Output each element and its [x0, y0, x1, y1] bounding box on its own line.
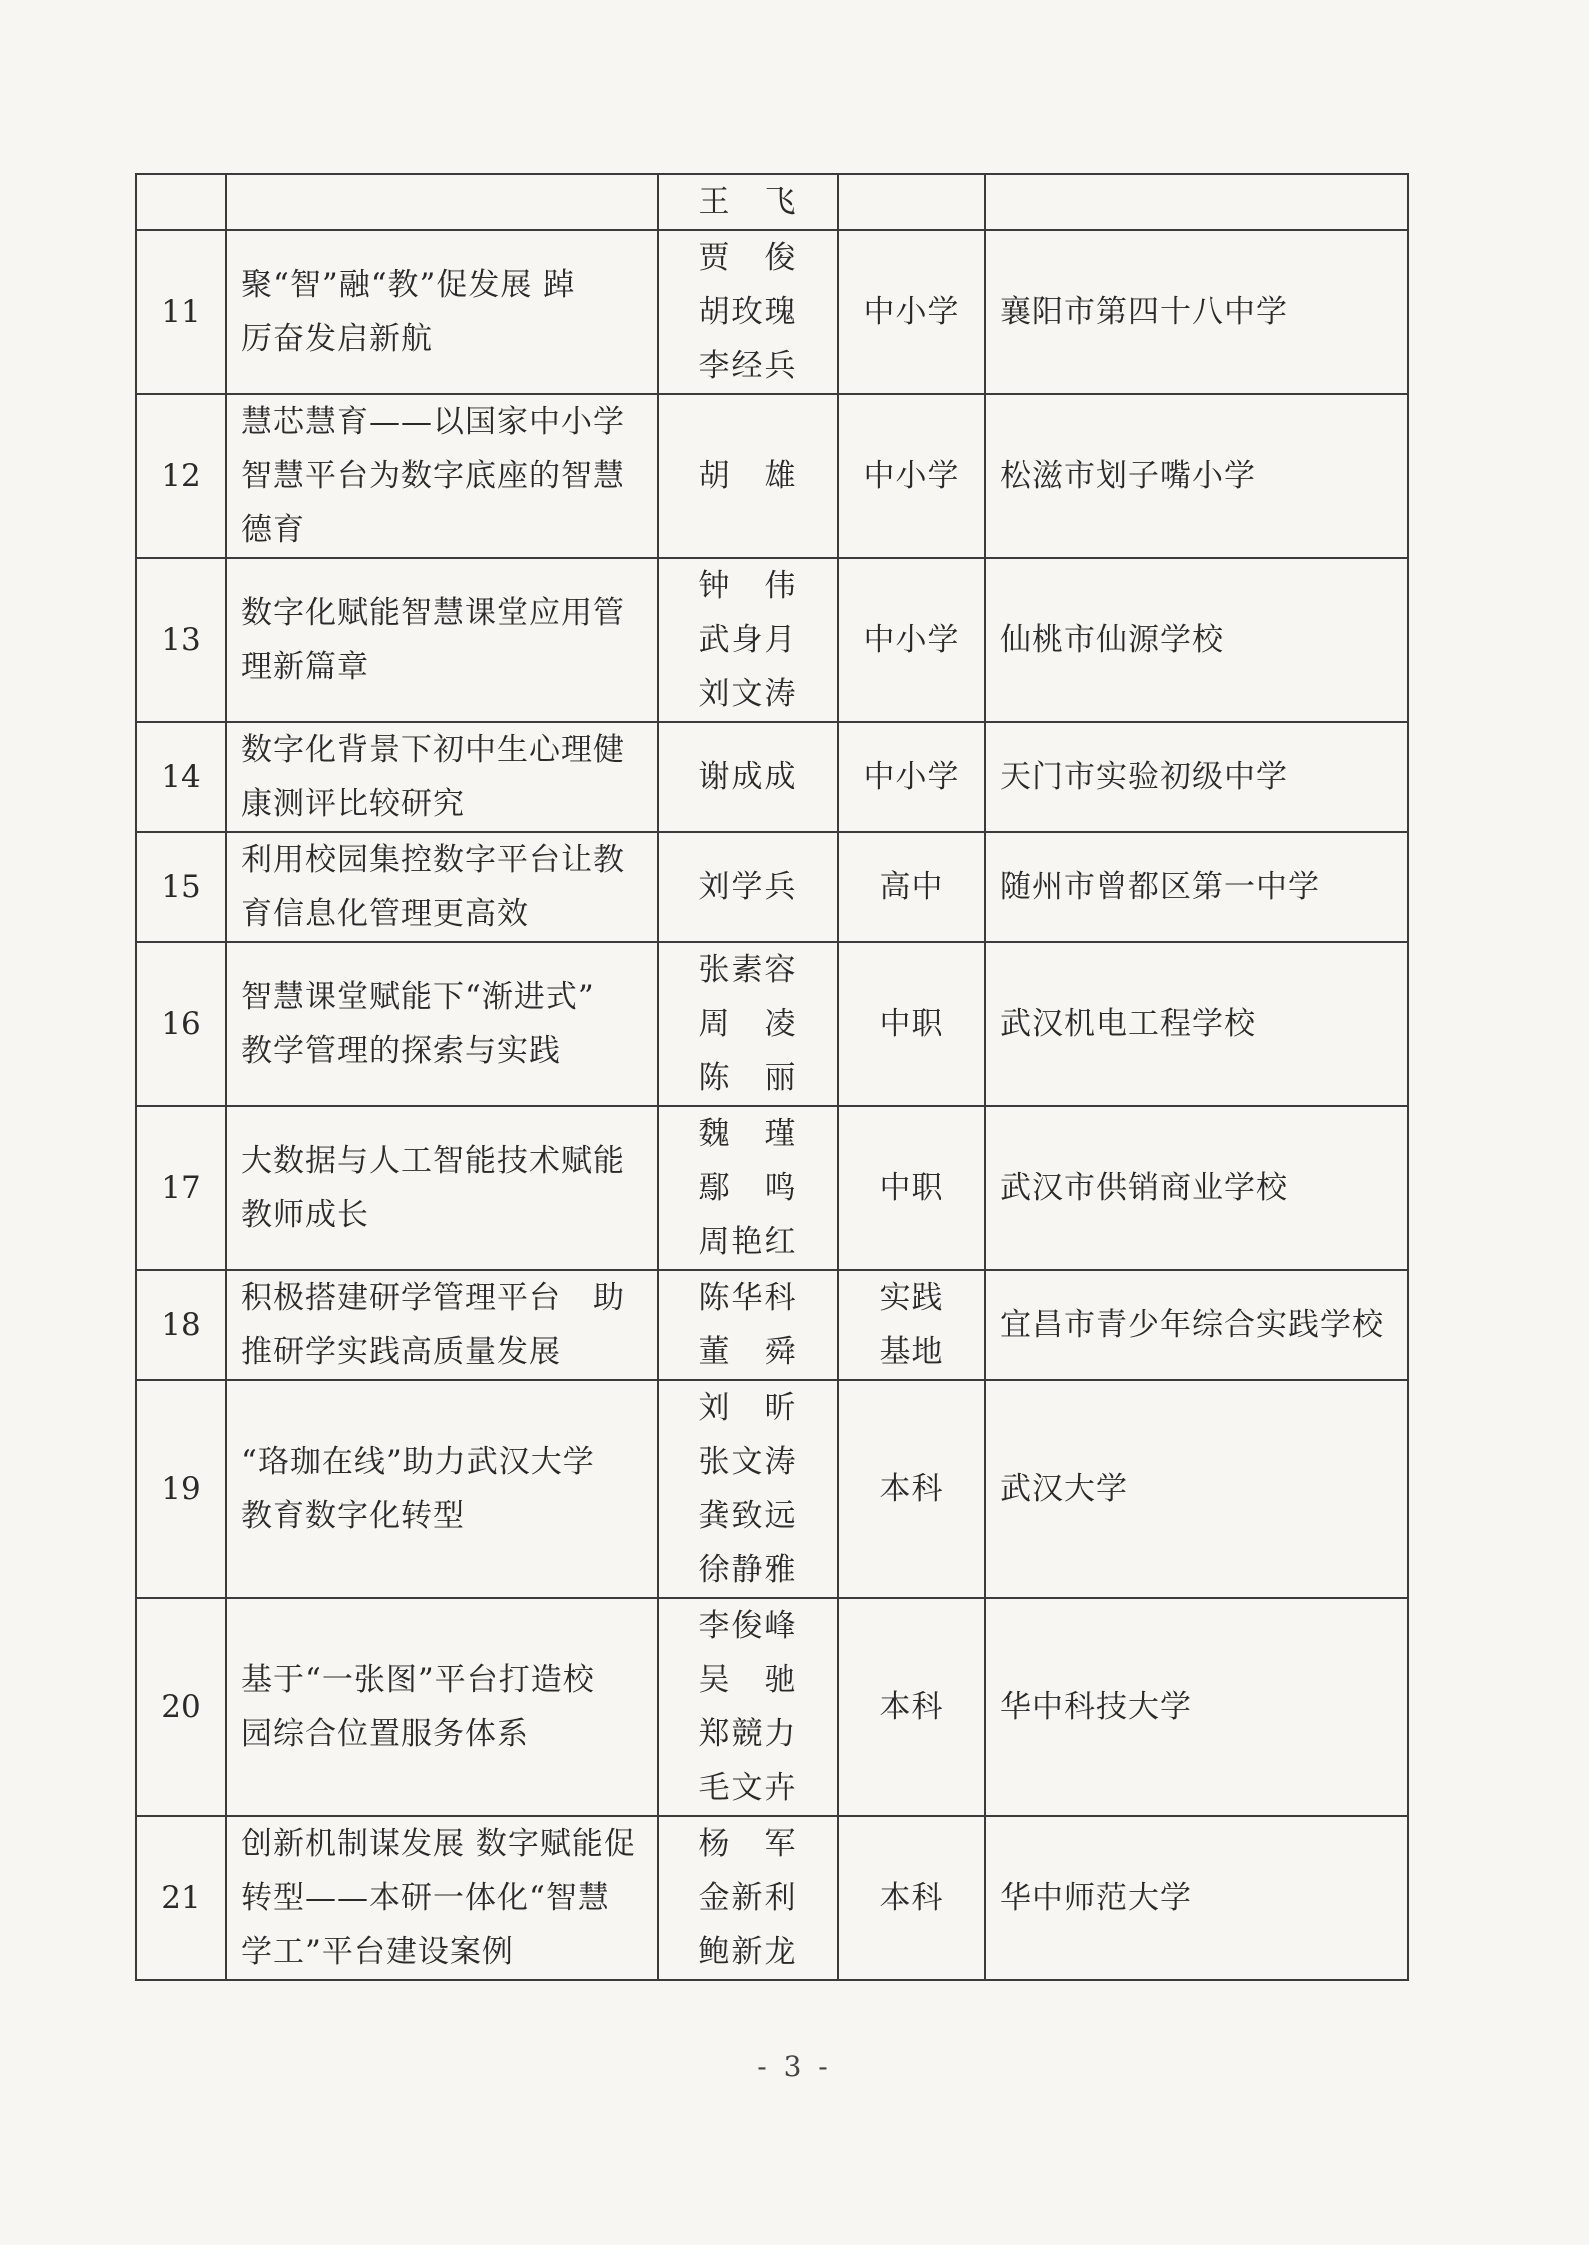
table-row	[136, 722, 1408, 832]
title-line: 转型——本研一体化“智慧	[241, 1880, 610, 1916]
author-name: 鄢 鸣	[698, 1170, 798, 1206]
case-title	[226, 1816, 658, 1980]
school-stage	[838, 174, 985, 230]
author-name: 王 飞	[698, 184, 798, 220]
stage-line: 本科	[879, 1880, 944, 1916]
row-number: 21	[136, 1816, 226, 1980]
authors-cell	[658, 1270, 838, 1380]
author-name: 刘学兵	[698, 869, 798, 905]
authors-cell	[658, 558, 838, 722]
stage-line: 中职	[879, 1006, 944, 1042]
case-title	[226, 174, 658, 230]
author-name: 徐静雅	[698, 1552, 798, 1588]
title-line: 育信息化管理更高效	[241, 896, 529, 932]
title-line: 推研学实践高质量发展	[241, 1334, 561, 1370]
case-title	[226, 1270, 658, 1380]
row-number	[136, 174, 226, 230]
row-number: 15	[136, 832, 226, 942]
author-name: 吴 驰	[698, 1662, 798, 1698]
title-line: 慧芯慧育——以国家中小学	[241, 404, 625, 440]
case-title	[226, 394, 658, 558]
unit-name: 武汉大学	[985, 1380, 1408, 1598]
authors-cell	[658, 394, 838, 558]
title-line: 聚“智”融“教”促发展 踔	[241, 267, 576, 303]
title-line: 康测评比较研究	[241, 786, 465, 822]
row-number: 20	[136, 1598, 226, 1816]
table-body	[136, 174, 1408, 1980]
stage-line: 本科	[879, 1471, 944, 1507]
authors-cell	[658, 230, 838, 394]
author-name: 钟 伟	[698, 568, 798, 604]
author-name: 武身月	[698, 622, 798, 658]
title-line: 数字化赋能智慧课堂应用管	[241, 595, 625, 631]
author-name: 刘文涛	[698, 676, 798, 712]
stage-line: 基地	[879, 1334, 944, 1370]
stage-line: 本科	[879, 1689, 944, 1725]
title-line: 园综合位置服务体系	[241, 1716, 529, 1752]
unit-name: 随州市曾都区第一中学	[985, 832, 1408, 942]
case-title	[226, 558, 658, 722]
page-number: - 3 -	[757, 2050, 832, 2083]
table-row	[136, 1598, 1408, 1816]
school-stage	[838, 1106, 985, 1270]
school-stage	[838, 558, 985, 722]
author-name: 刘 昕	[698, 1390, 798, 1426]
author-name: 陈华科	[698, 1280, 798, 1316]
school-stage	[838, 1380, 985, 1598]
case-title	[226, 1598, 658, 1816]
title-line: “珞珈在线”助力武汉大学	[241, 1444, 595, 1480]
author-name: 胡 雄	[698, 458, 798, 494]
unit-name	[985, 174, 1408, 230]
case-title	[226, 1380, 658, 1598]
school-stage	[838, 230, 985, 394]
unit-name: 天门市实验初级中学	[985, 722, 1408, 832]
school-stage	[838, 832, 985, 942]
authors-cell	[658, 174, 838, 230]
author-name: 魏 瑾	[698, 1116, 798, 1152]
school-stage	[838, 942, 985, 1106]
row-number: 19	[136, 1380, 226, 1598]
case-title	[226, 230, 658, 394]
author-name: 董 舜	[698, 1334, 798, 1370]
title-line: 数字化背景下初中生心理健	[241, 732, 625, 768]
stage-line: 实践	[879, 1280, 944, 1316]
table-row	[136, 1380, 1408, 1598]
authors-cell	[658, 1380, 838, 1598]
authors-cell	[658, 1816, 838, 1980]
row-number: 18	[136, 1270, 226, 1380]
author-name: 金新利	[698, 1880, 798, 1916]
author-name: 毛文卉	[698, 1770, 798, 1806]
authors-cell	[658, 942, 838, 1106]
title-line: 利用校园集控数字平台让教	[241, 842, 625, 878]
award-list-table	[135, 173, 1409, 1981]
school-stage	[838, 394, 985, 558]
row-number: 14	[136, 722, 226, 832]
row-number: 12	[136, 394, 226, 558]
unit-name: 武汉市供销商业学校	[985, 1106, 1408, 1270]
author-name: 张素容	[698, 952, 798, 988]
title-line: 基于“一张图”平台打造校	[241, 1662, 595, 1698]
table-row	[136, 394, 1408, 558]
title-line: 厉奋发启新航	[241, 321, 433, 357]
table-row	[136, 942, 1408, 1106]
author-name: 杨 军	[698, 1826, 798, 1862]
title-line: 智慧平台为数字底座的智慧	[241, 458, 625, 494]
case-title	[226, 1106, 658, 1270]
row-number: 13	[136, 558, 226, 722]
school-stage	[838, 722, 985, 832]
unit-name: 华中科技大学	[985, 1598, 1408, 1816]
author-name: 周 凌	[698, 1006, 798, 1042]
title-line: 积极搭建研学管理平台 助	[241, 1280, 625, 1316]
stage-line: 高中	[879, 869, 944, 905]
author-name: 龚致远	[698, 1498, 798, 1534]
school-stage	[838, 1598, 985, 1816]
authors-cell	[658, 722, 838, 832]
case-title	[226, 942, 658, 1106]
title-line: 教学管理的探索与实践	[241, 1033, 561, 1069]
authors-cell	[658, 1106, 838, 1270]
case-title	[226, 722, 658, 832]
unit-name: 宜昌市青少年综合实践学校	[985, 1270, 1408, 1380]
author-name: 李俊峰	[698, 1608, 798, 1644]
author-name: 陈 丽	[698, 1060, 798, 1096]
table-row	[136, 558, 1408, 722]
author-name: 胡玫瑰	[698, 294, 798, 330]
unit-name: 襄阳市第四十八中学	[985, 230, 1408, 394]
unit-name: 华中师范大学	[985, 1816, 1408, 1980]
table-row	[136, 1106, 1408, 1270]
table-row	[136, 174, 1408, 230]
stage-line: 中小学	[863, 759, 960, 795]
unit-name: 仙桃市仙源学校	[985, 558, 1408, 722]
row-number: 17	[136, 1106, 226, 1270]
title-line: 理新篇章	[241, 649, 369, 685]
stage-line: 中小学	[863, 622, 960, 658]
unit-name: 武汉机电工程学校	[985, 942, 1408, 1106]
stage-line: 中职	[879, 1170, 944, 1206]
title-line: 大数据与人工智能技术赋能	[241, 1143, 625, 1179]
table-row	[136, 1270, 1408, 1380]
title-line: 智慧课堂赋能下“渐进式”	[241, 979, 595, 1015]
authors-cell	[658, 1598, 838, 1816]
stage-line: 中小学	[863, 294, 960, 330]
authors-cell	[658, 832, 838, 942]
title-line: 教师成长	[241, 1197, 369, 1233]
stage-line: 中小学	[863, 458, 960, 494]
author-name: 周艳红	[698, 1224, 798, 1260]
title-line: 学工”平台建设案例	[241, 1934, 514, 1970]
unit-name: 松滋市划子嘴小学	[985, 394, 1408, 558]
table-row	[136, 832, 1408, 942]
title-line: 教育数字化转型	[241, 1498, 465, 1534]
row-number: 16	[136, 942, 226, 1106]
title-line: 创新机制谋发展 数字赋能促	[241, 1826, 636, 1862]
case-title	[226, 832, 658, 942]
table-row	[136, 1816, 1408, 1980]
school-stage	[838, 1816, 985, 1980]
title-line: 德育	[241, 512, 305, 548]
author-name: 李经兵	[698, 348, 798, 384]
author-name: 郑競力	[698, 1716, 798, 1752]
author-name: 鲍新龙	[698, 1934, 798, 1970]
table-row	[136, 230, 1408, 394]
row-number: 11	[136, 230, 226, 394]
author-name: 贾 俊	[698, 240, 798, 276]
author-name: 张文涛	[698, 1444, 798, 1480]
school-stage	[838, 1270, 985, 1380]
author-name: 谢成成	[698, 759, 798, 795]
